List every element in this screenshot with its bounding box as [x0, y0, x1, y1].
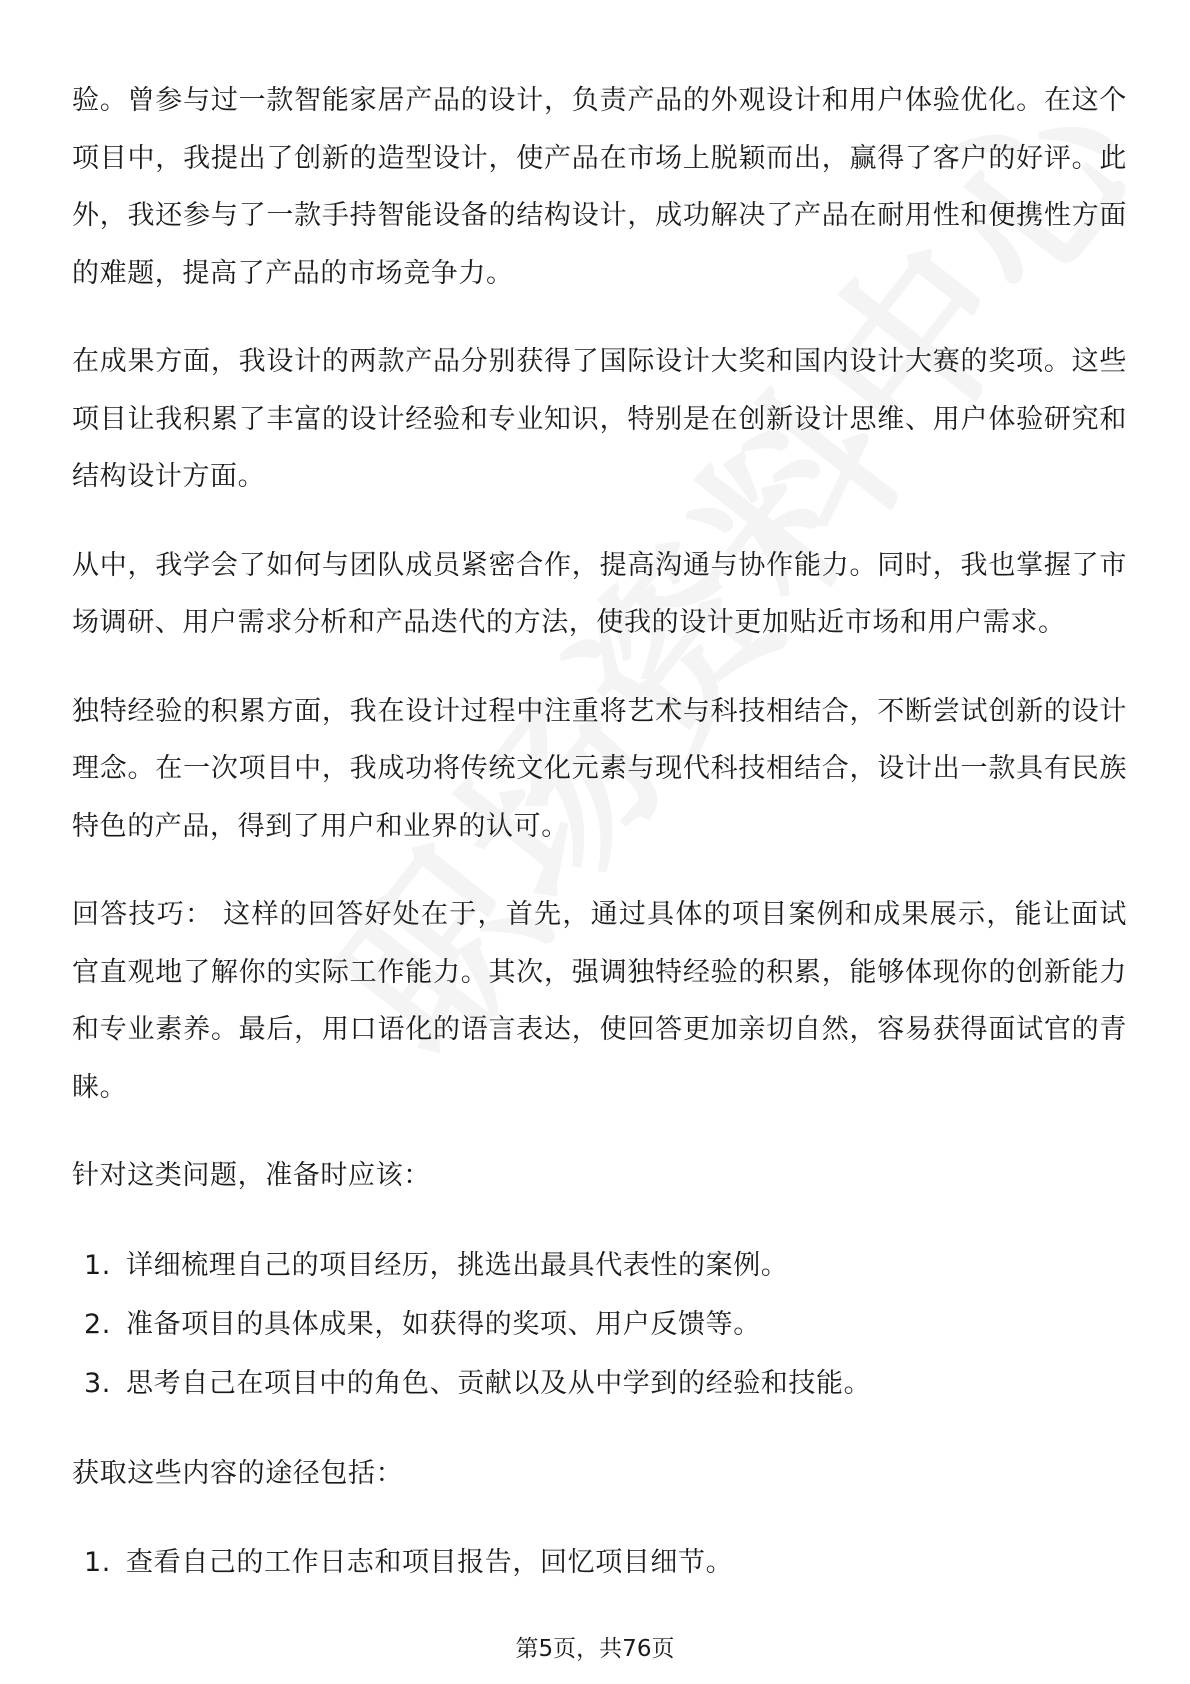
- list-number: 2.: [84, 1308, 111, 1340]
- paragraph-unique-experience: 独特经验的积累方面，我在设计过程中注重将艺术与科技相结合，不断尝试创新的设计理念。在一次项目中，我成功将传统文化元素与现代科技相结合，设计出一款具有民族特色的产品，得到了用户和业界的认可。: [72, 695, 1127, 842]
- page-footer: 第5页，共76页: [515, 1636, 675, 1662]
- document-body: [72, 72, 1127, 1624]
- list-text: 准备项目的具体成果，如获得的奖项、用户反馈等。: [126, 1308, 761, 1340]
- list-text: 查看自己的工作日志和项目报告，回忆项目细节。: [126, 1547, 734, 1578]
- prep-list: [72, 1236, 1127, 1413]
- paragraph-answer-tips: 回答技巧： 这样的回答好处在于，首先，通过具体的项目案例和成果展示，能让面试官直观地了解你的实际工作能力。其次，强调独特经验的积累，能够体现你的创新能力和专业素养。最后，用口语化的语言表达，使回答更加亲切自然，容易获得面试官的青睐。: [72, 899, 1127, 1103]
- sources-list: [72, 1533, 1127, 1592]
- paragraph-achievements: 在成果方面，我设计的两款产品分别获得了国际设计大奖和国内设计大赛的奖项。这些项目让我积累了丰富的设计经验和专业知识，特别是在创新设计思维、用户体验研究和结构设计方面。: [72, 346, 1127, 492]
- list-text: 详细梳理自己的项目经历，挑选出最具代表性的案例。: [126, 1249, 789, 1281]
- list-item: [72, 1354, 1127, 1413]
- paragraph-learnings: 从中，我学会了如何与团队成员紧密合作，提高沟通与协作能力。同时，我也掌握了市场调研、用户需求分析和产品迭代的方法，使我的设计更加贴近市场和用户需求。: [72, 549, 1127, 638]
- list-item: [72, 1236, 1127, 1295]
- list-text: 思考自己在项目中的角色、贡献以及从中学到的经验和技能。: [126, 1367, 872, 1399]
- paragraph-prep-intro: 针对这类问题，准备时应该：: [72, 1160, 431, 1191]
- list-item: [72, 1295, 1127, 1354]
- list-number: 1.: [84, 1547, 111, 1578]
- paragraph-sources-intro: 获取这些内容的途径包括：: [72, 1457, 404, 1489]
- list-number: 3.: [84, 1367, 111, 1399]
- list-number: 1.: [84, 1249, 111, 1281]
- paragraph-project-experience: 验。曾参与过一款智能家居产品的设计，负责产品的外观设计和用户体验优化。在这个项目中，我提出了创新的造型设计，使产品在市场上脱颖而出，赢得了客户的好评。此外，我还参与了一款手持智能设备的结构设计，成功解决了产品在耐用性和便携性方面的难题，提高了产品的市场竞争力。: [72, 85, 1127, 289]
- list-item: [72, 1533, 1127, 1592]
